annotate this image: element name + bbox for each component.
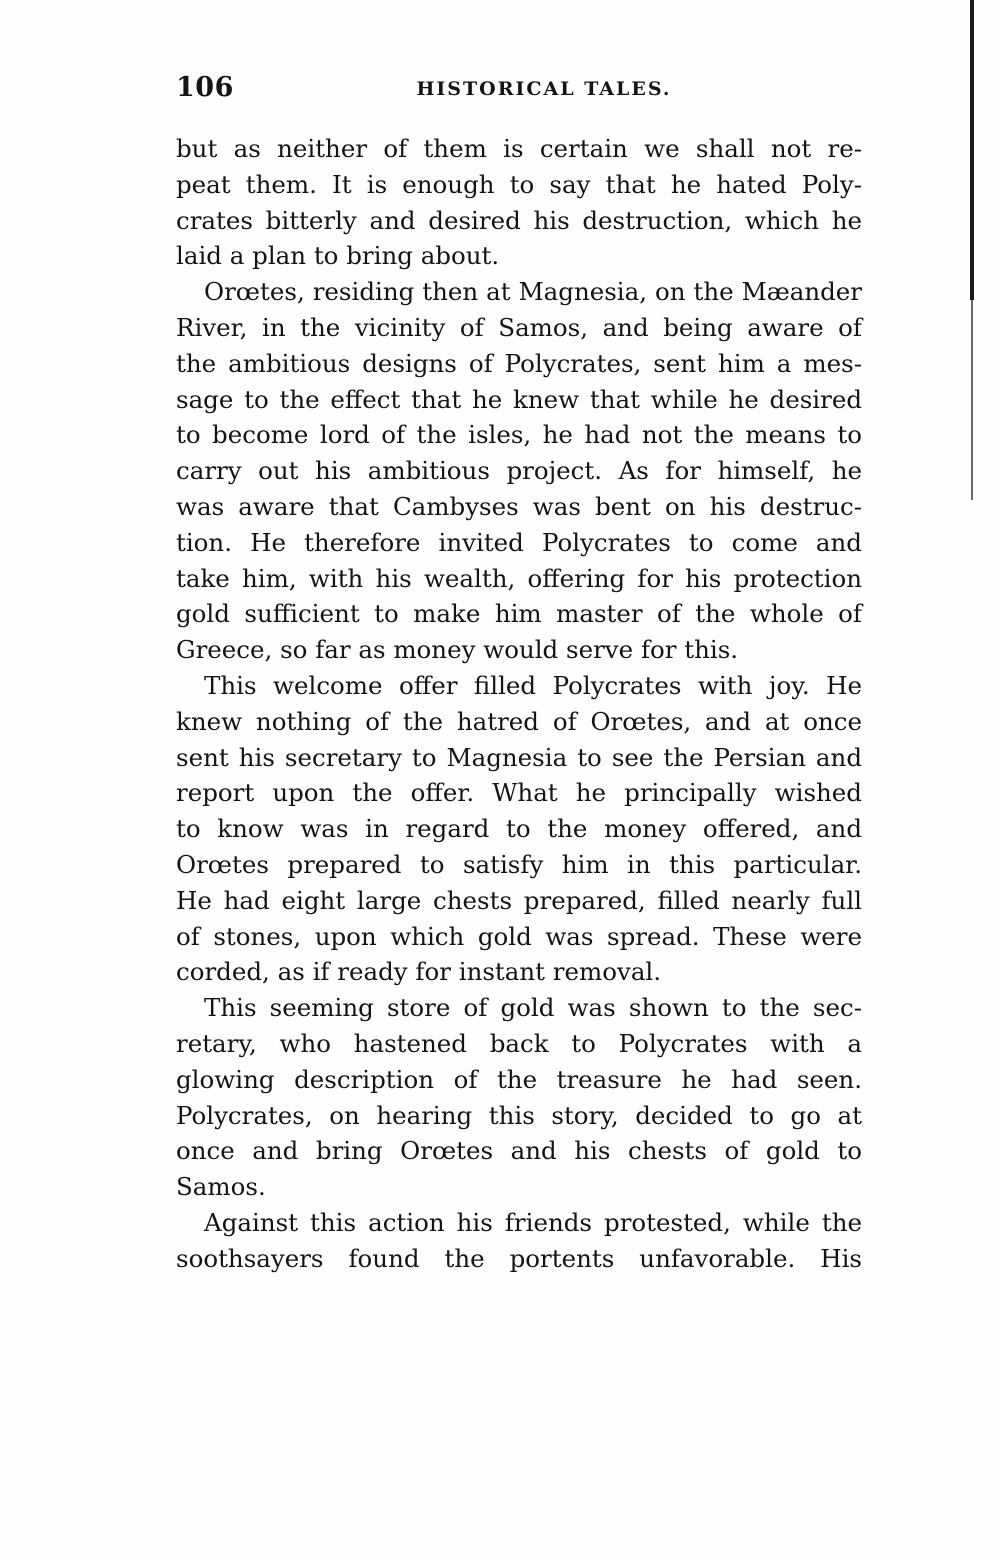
text-line: Orœtes prepared to satisfy him in this particular. xyxy=(176,849,862,879)
paragraph-5 xyxy=(176,1205,862,1277)
paragraph-4 xyxy=(176,990,862,1205)
text-line: the ambitious designs of Polycrates, sent him a mes- xyxy=(176,348,862,378)
page-edge-line-faint xyxy=(971,300,973,500)
text-line: River, in the vicinity of Samos, and being aware of xyxy=(176,312,862,342)
text-line: peat them. It is enough to say that he hated Poly- xyxy=(176,169,862,199)
text-line: Polycrates, on hearing this story, decided to go at xyxy=(176,1100,862,1130)
text-line: report upon the offer. What he principally wished xyxy=(176,778,862,808)
text-line: This seeming store of gold was shown to the sec- xyxy=(204,993,862,1023)
text-line: crates bitterly and desired his destruction, which he xyxy=(176,205,862,235)
text-line: once and bring Orœtes and his chests of gold to xyxy=(176,1136,862,1166)
text-line: retary, who hastened back to Polycrates with a xyxy=(176,1028,862,1058)
text-line: take him, with his wealth, offering for his protection xyxy=(176,563,862,593)
text-line: to become lord of the isles, he had not the means to xyxy=(176,420,862,450)
text-line: This welcome offer filled Polycrates with joy. He xyxy=(204,670,862,700)
text-line: sage to the effect that he knew that while he desired xyxy=(176,384,862,414)
text-line: Against this action his friends protested, while the xyxy=(204,1207,862,1237)
text-line: Orœtes, residing then at Magnesia, on the Mæander xyxy=(204,277,862,307)
text-line: He had eight large chests prepared, filled nearly full xyxy=(176,885,862,915)
text-line: but as neither of them is certain we shall not re- xyxy=(176,134,862,163)
text-line: corded, as if ready for instant removal. xyxy=(176,957,662,987)
text-line: carry out his ambitious project. As for himself, he xyxy=(176,456,862,486)
text-line: sent his secretary to Magnesia to see the Persian and xyxy=(176,742,862,772)
text-line: Samos. xyxy=(176,1172,266,1202)
running-head: HISTORICAL TALES. xyxy=(416,78,672,100)
text-line: tion. He therefore invited Polycrates to come and xyxy=(176,527,862,557)
text-line: knew nothing of the hatred of Orœtes, and at once xyxy=(176,706,862,736)
page-header xyxy=(176,72,862,112)
page-number: 106 xyxy=(176,72,234,103)
text-line: Greece, so far as money would serve for this. xyxy=(176,635,739,665)
page-edge-line xyxy=(970,0,974,300)
paragraph-3 xyxy=(176,668,862,990)
body-text xyxy=(176,131,862,1277)
paragraph-2 xyxy=(176,274,862,668)
text-line: soothsayers found the portents unfavorable. His xyxy=(176,1243,862,1273)
text-line: glowing description of the treasure he had seen. xyxy=(176,1064,862,1094)
paragraph-1 xyxy=(176,131,862,274)
text-line: was aware that Cambyses was bent on his destruc- xyxy=(176,491,862,521)
text-line: to know was in regard to the money offered, and xyxy=(176,814,862,844)
text-line: of stones, upon which gold was spread. These were xyxy=(176,921,862,951)
text-line: gold sufficient to make him master of the whole of xyxy=(176,599,862,629)
text-line: laid a plan to bring about. xyxy=(176,241,500,271)
